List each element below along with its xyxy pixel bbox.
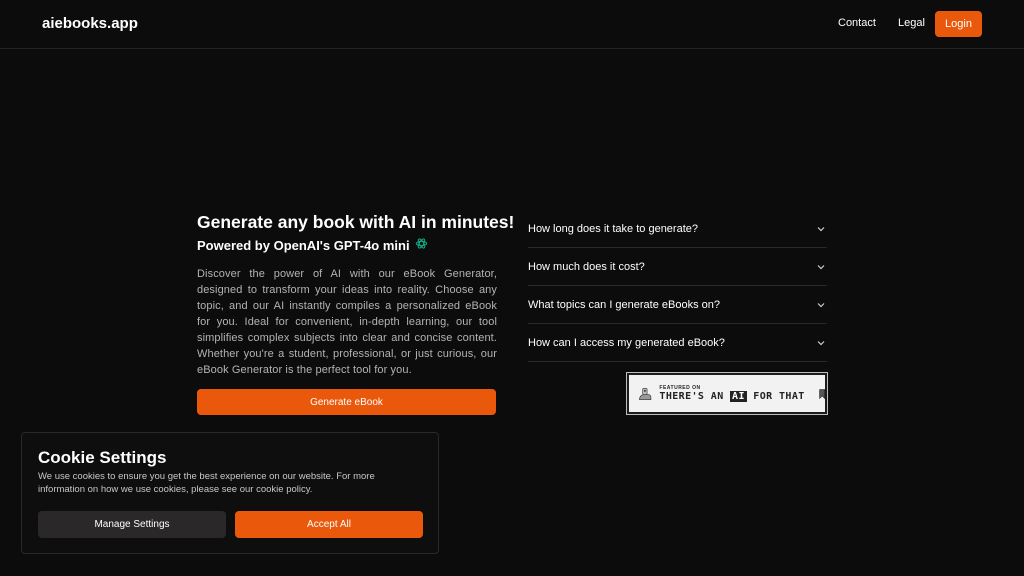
faq-question: How long does it take to generate? — [528, 222, 699, 235]
badge-title-ai: AI — [732, 391, 745, 402]
faq-item[interactable] — [528, 324, 827, 362]
hero-subtitle — [197, 237, 497, 255]
login-button[interactable]: Login — [935, 11, 982, 37]
chevron-down-icon — [815, 261, 827, 273]
site-header — [0, 0, 1024, 49]
brand-logo[interactable]: aiebooks.app — [42, 15, 138, 32]
hero-subtitle-text: Powered by OpenAI's GPT-4o mini — [197, 238, 410, 253]
badge-featured-on: FEATURED ON — [659, 385, 701, 391]
cookie-title: Cookie Settings — [38, 448, 167, 467]
faq-item[interactable] — [528, 286, 827, 324]
badge-title-pre: THERE'S AN — [659, 391, 731, 402]
hero-section — [197, 211, 515, 415]
nav-contact-link[interactable]: Contact — [838, 17, 876, 29]
chevron-down-icon — [815, 337, 827, 349]
badge-title — [659, 391, 804, 402]
generate-ebook-button[interactable]: Generate eBook — [197, 389, 496, 415]
accept-all-button[interactable]: Accept All — [235, 511, 423, 538]
manage-settings-button[interactable]: Manage Settings — [38, 511, 226, 538]
badge-title-post: FOR THAT — [746, 391, 805, 402]
theres-an-ai-for-that-badge[interactable] — [627, 373, 827, 414]
openai-icon — [415, 237, 428, 255]
faq-item[interactable] — [528, 210, 827, 248]
faq-question: How can I access my generated eBook? — [528, 336, 725, 349]
faq-question: How much does it cost? — [528, 260, 645, 273]
nav-legal-link[interactable]: Legal — [898, 17, 925, 29]
chevron-down-icon — [815, 223, 827, 235]
cookie-text: We use cookies to ensure you get the best experience on our website. For more information on how we use cookies, please see our cookie policy. — [38, 471, 375, 495]
chevron-down-icon — [815, 299, 827, 311]
badge-text — [659, 385, 804, 402]
hero-title: Generate any book with AI in minutes! — [197, 212, 515, 232]
faq-question: What topics can I generate eBooks on? — [528, 298, 721, 311]
faq-item[interactable] — [528, 248, 827, 286]
robot-arm-icon — [637, 381, 653, 407]
cookie-banner — [21, 432, 439, 554]
faq-accordion — [528, 210, 827, 362]
bookmark-icon — [819, 386, 825, 402]
hero-description: Discover the power of AI with our eBook Generator, designed to transform your ideas into reality. Choose any topic, and our AI instantly compiles a personalized eBook for you. Ideal for convenient, in-depth learning, our tool simplifies complex subjects into clear and concise content. Whether you're a student, professional, or just curious, our eBook Generator is the perfect tool for you. — [197, 268, 497, 376]
